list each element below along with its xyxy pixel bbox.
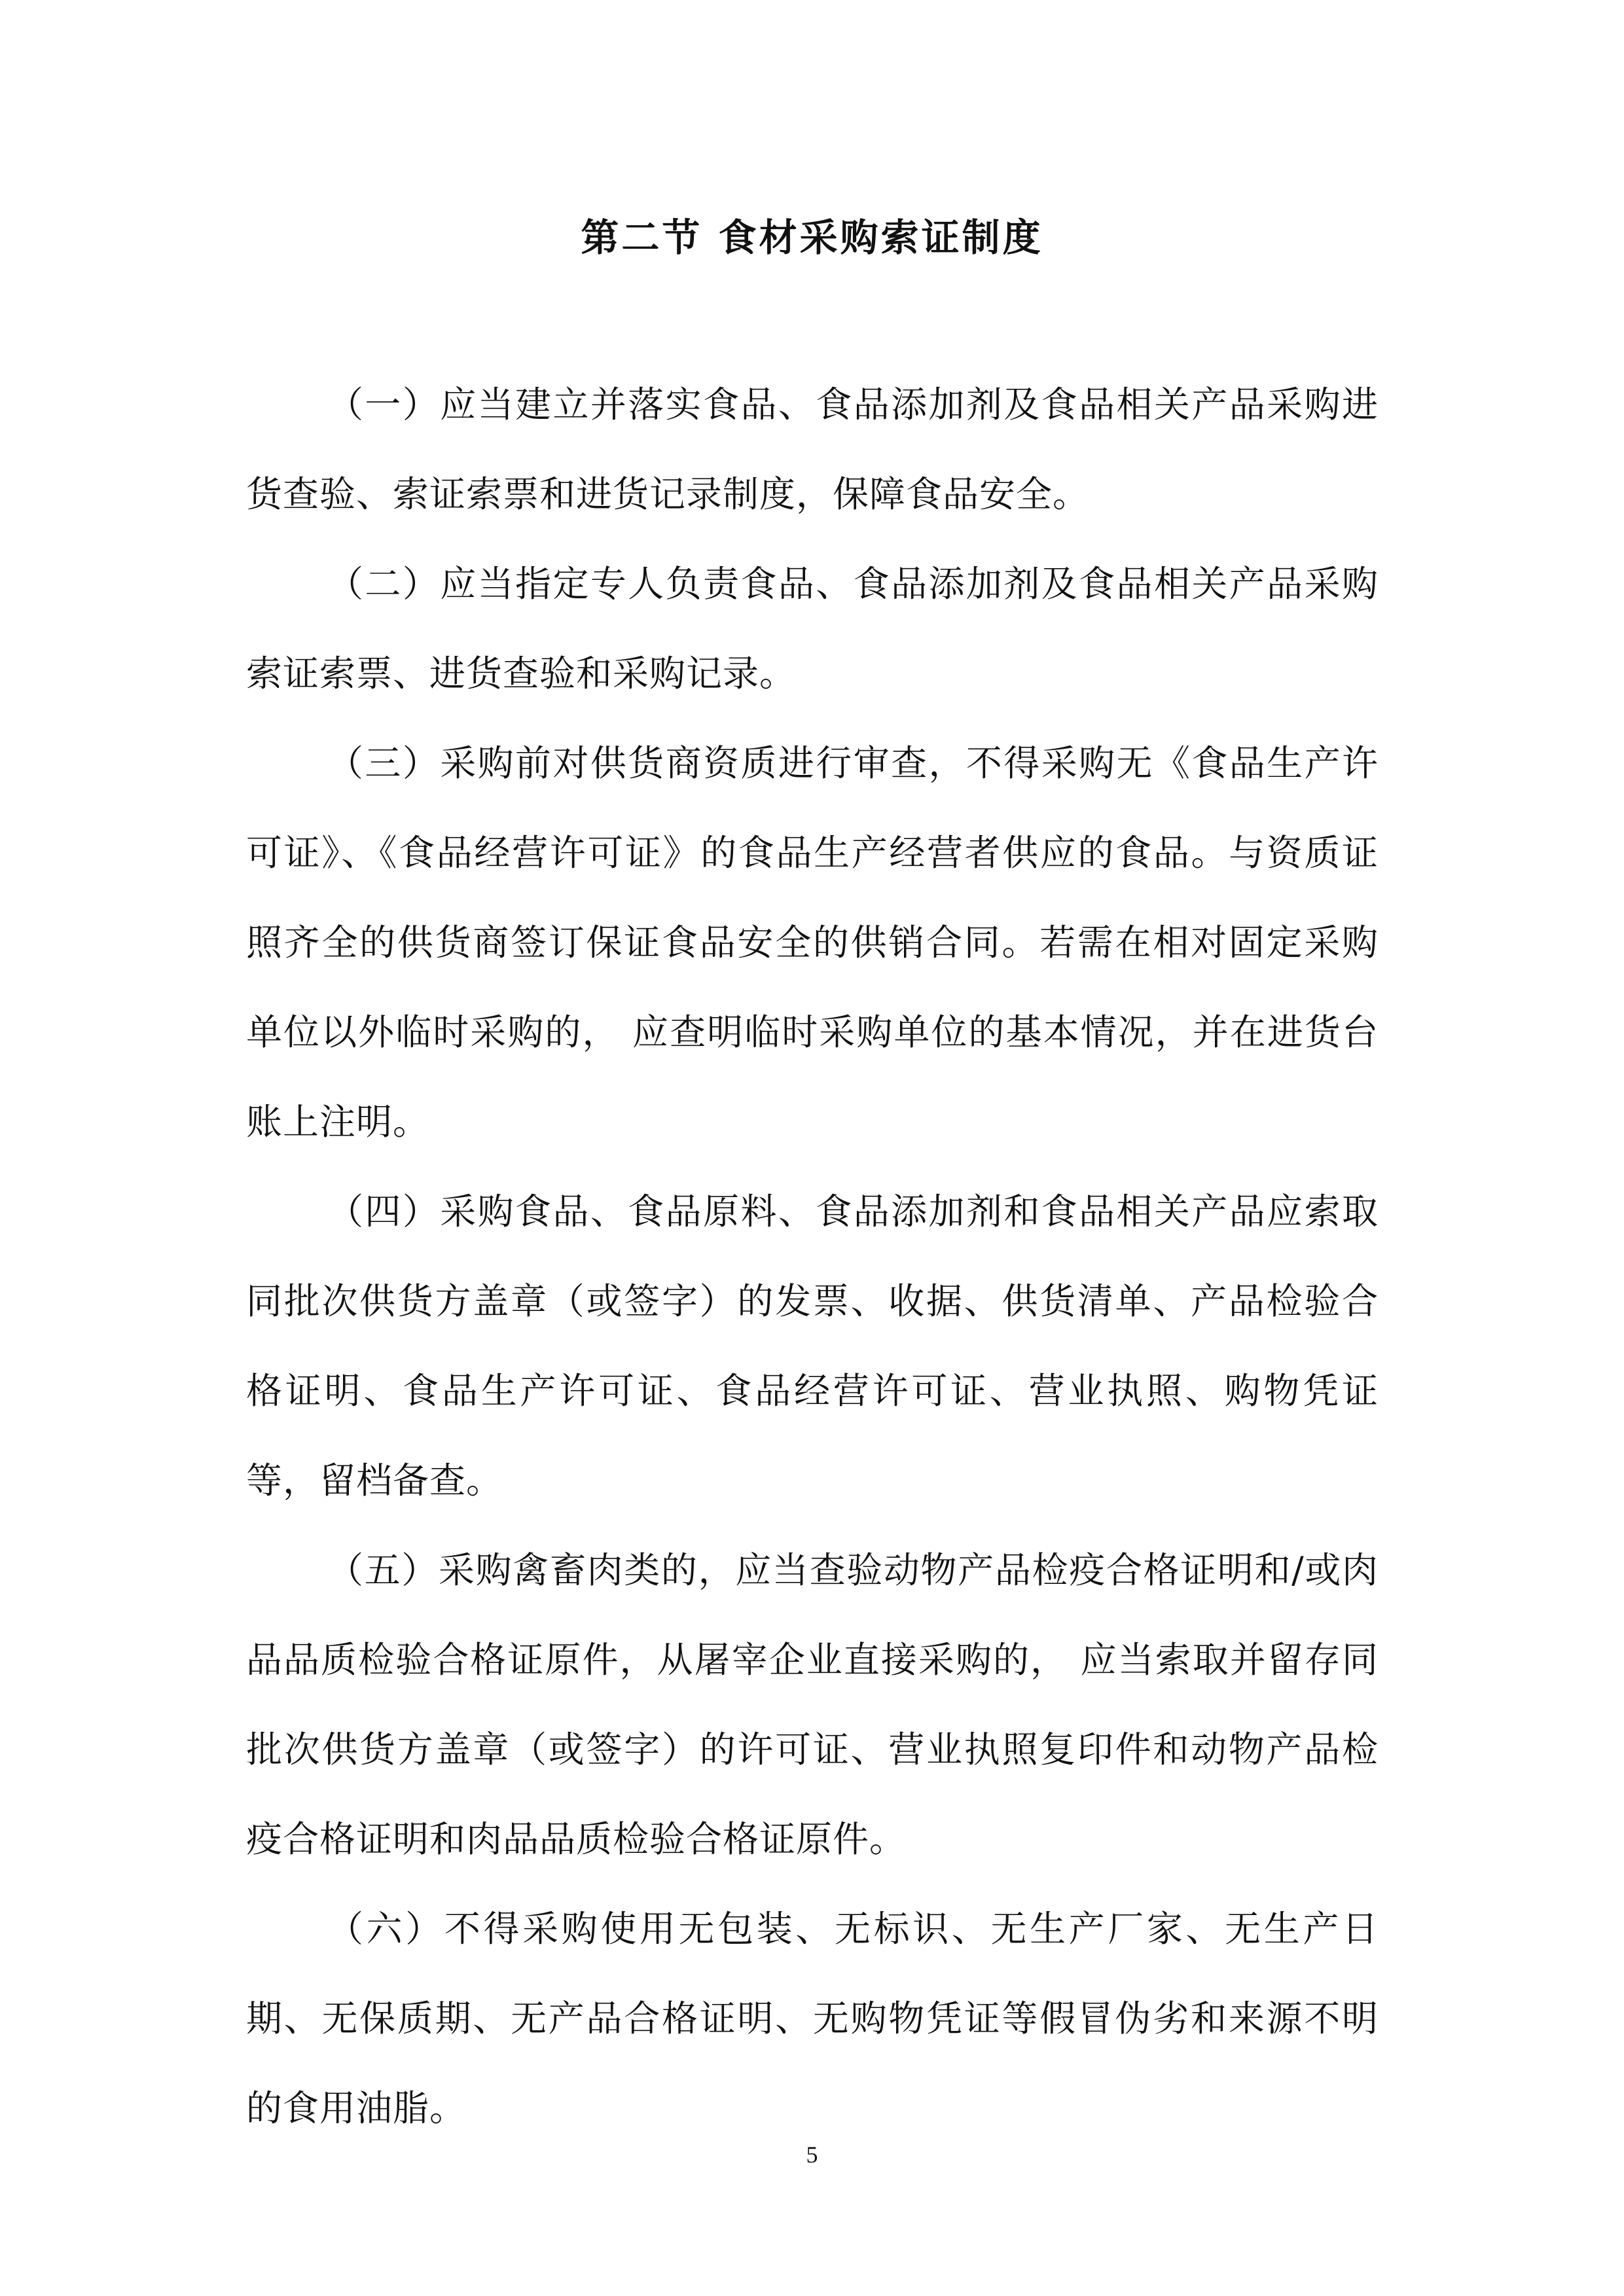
paragraph-1: （一）应当建立并落实食品、食品添加剂及食品相关产品采购进货查验、索证索票和进货记录制度，保障食品安全。 — [246, 384, 1379, 515]
paragraph-6: （六）不得采购使用无包装、无标识、无生产厂家、无生产日期、无保质期、无产品合格证明、无购物凭证等假冒伪劣和来源不明的食用油脂。 — [246, 1908, 1379, 2129]
paragraph-3: （三）采购前对供货商资质进行审查，不得采购无《食品生产许可证》、《食品经营许可证》的食品生产经营者供应的食品。与资质证照齐全的供货商签订保证食品安全的供销合同。若需在相对固定采购单位以外临时采购的， 应查明临时采购单位的基本情况，并在进货台账上注明。 — [246, 742, 1379, 1143]
page-number: 5 — [806, 2142, 818, 2168]
paragraph-4: （四）采购食品、食品原料、食品添加剂和食品相关产品应索取同批次供货方盖章（或签字）的发票、收据、供货清单、产品检验合格证明、食品生产许可证、食品经营许可证、营业执照、购物凭证等，留档备查。 — [246, 1191, 1379, 1501]
paragraph-2: （二）应当指定专人负责食品、食品添加剂及食品相关产品采购索证索票、进货查验和采购记录。 — [246, 563, 1379, 694]
document-body — [246, 360, 1379, 2153]
section-title: 第二节 食材采购索证制度 — [581, 215, 1043, 260]
paragraph-5: （五）采购禽畜肉类的，应当查验动物产品检疫合格证明和/或肉品品质检验合格证原件，从屠宰企业直接采购的， 应当索取并留存同 批次供货方盖章（或签字）的许可证、营业执照复印件和动物产品检疫合格证明和肉品品质检验合格证原件。 — [246, 1549, 1379, 1860]
